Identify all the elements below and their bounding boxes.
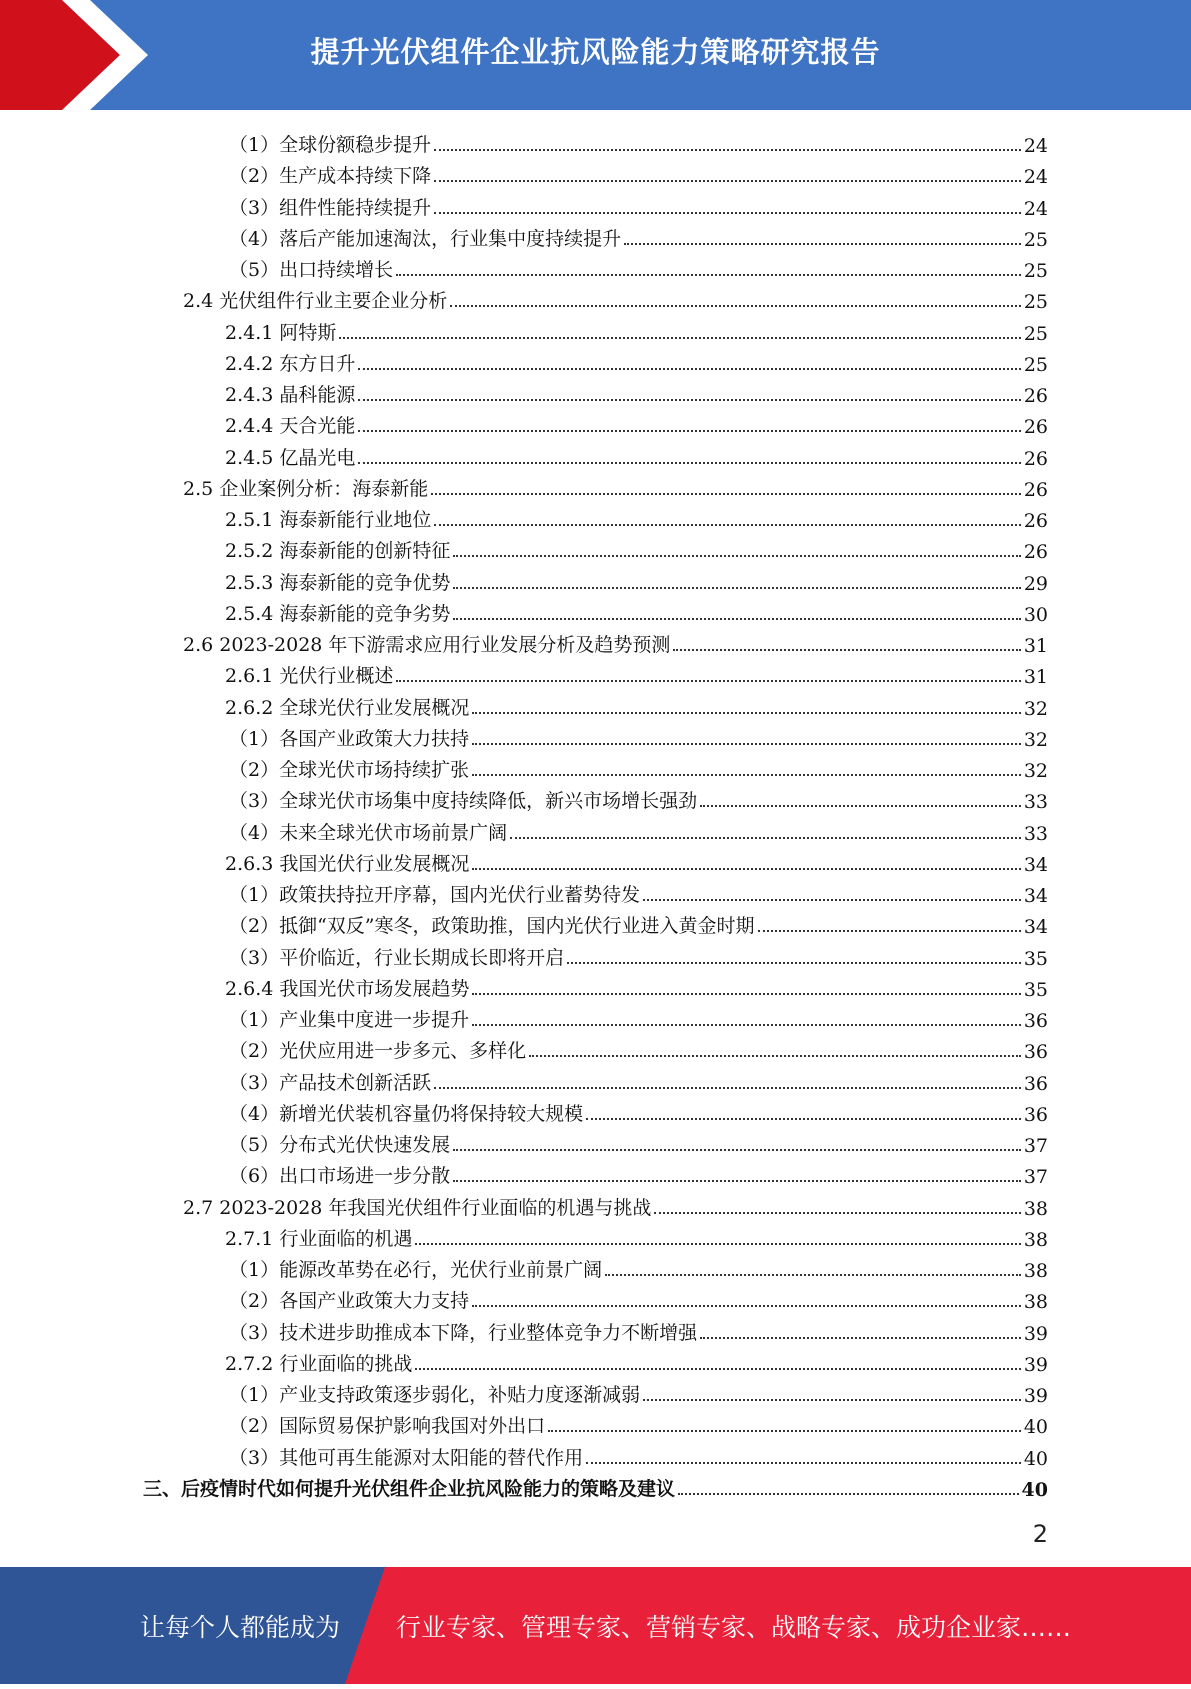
toc-leader-dots: [434, 149, 1021, 151]
toc-entry-title: （1）产业集中度进一步提升: [229, 1009, 470, 1031]
toc-leader-dots: [453, 1149, 1021, 1151]
toc-entry[interactable]: [229, 907, 1048, 938]
toc-leader-dots: [396, 680, 1020, 682]
toc-leader-dots: [434, 1087, 1021, 1089]
toc-entry-page: 34: [1023, 916, 1048, 939]
toc-entry-page: 39: [1023, 1385, 1048, 1407]
toc-entry-title: （5）出口持续增长: [229, 259, 394, 281]
toc-entry[interactable]: [225, 407, 1048, 438]
toc-entry-title: （4）新增光伏装机容量仍将保持较大规模: [229, 1102, 584, 1125]
toc-entry[interactable]: [225, 845, 1048, 876]
toc-entry[interactable]: [225, 501, 1048, 532]
toc-leader-dots: [358, 430, 1020, 432]
toc-entry[interactable]: [225, 657, 1048, 688]
toc-entry-page: 38: [1023, 1197, 1048, 1220]
toc-entry[interactable]: [229, 876, 1048, 907]
toc-entry-title: 2.5.2 海泰新能的创新特征: [225, 540, 451, 563]
toc-entry-title: （6）出口市场进一步分散: [229, 1165, 451, 1188]
toc-leader-dots: [586, 1462, 1021, 1464]
toc-entry-page: 25: [1023, 322, 1048, 345]
toc-entry-title: （1）各国产业政策大力扶持: [229, 727, 470, 750]
toc-entry[interactable]: [183, 282, 1048, 313]
toc-entry-title: （3）产品技术创新活跃: [229, 1071, 432, 1094]
toc-entry-title: （3）组件性能持续提升: [229, 196, 432, 219]
toc-leader-dots: [472, 1305, 1021, 1307]
toc-leader-dots: [586, 1118, 1021, 1120]
toc-leader-dots: [700, 805, 1021, 807]
toc-entry-page: 39: [1023, 1322, 1048, 1345]
toc-leader-dots: [453, 618, 1020, 620]
toc-entry-title: （3）平价临近，行业长期成长即将开启: [229, 946, 565, 969]
document-title: 提升光伏组件企业抗风险能力策略研究报告: [310, 35, 881, 69]
toc-entry-title: （1）能源改革势在必行，光伏行业前景广阔: [229, 1259, 603, 1281]
toc-entry-page: 40: [1023, 1416, 1048, 1439]
toc-entry-page: 29: [1023, 572, 1048, 595]
toc-entry[interactable]: [225, 345, 1048, 376]
toc-entry-page: 35: [1023, 978, 1048, 1001]
toc-entry-page: 35: [1023, 947, 1048, 970]
toc-entry[interactable]: [229, 1095, 1048, 1126]
toc-entry-page: 24: [1023, 166, 1048, 189]
toc-entry-title: （1）全球份额稳步提升: [229, 134, 432, 156]
toc-entry-title: （2）全球光伏市场持续扩张: [229, 759, 470, 781]
toc-entry[interactable]: [225, 1220, 1048, 1251]
toc-entry-title: 2.6.4 我国光伏市场发展趋势: [225, 977, 470, 1000]
toc-entry-page: 36: [1023, 1103, 1048, 1126]
toc-leader-dots: [434, 212, 1021, 214]
toc-entry[interactable]: [225, 439, 1048, 470]
toc-leader-dots: [673, 649, 1020, 651]
toc-entry-title: 2.7.1 行业面临的机遇: [225, 1227, 413, 1250]
toc-entry-page: 26: [1023, 416, 1048, 439]
toc-leader-dots: [453, 1180, 1021, 1182]
toc-leader-dots: [472, 774, 1021, 776]
toc-entry[interactable]: [225, 376, 1048, 407]
toc-entry[interactable]: [225, 970, 1048, 1001]
toc-entry[interactable]: [183, 470, 1048, 501]
toc-entry-title: （3）全球光伏市场集中度持续降低，新兴市场增长强劲: [229, 790, 698, 813]
toc-leader-dots: [758, 930, 1021, 932]
toc-leader-dots: [358, 399, 1020, 401]
toc-entry[interactable]: [229, 1439, 1048, 1470]
toc-leader-dots: [472, 743, 1021, 745]
toc-entry-page: 39: [1023, 1353, 1048, 1376]
toc-leader-dots: [678, 1493, 1019, 1495]
toc-entry-page: 37: [1023, 1135, 1048, 1157]
toc-entry-title: （2）抵御“双反”寒冬，政策助推，国内光伏行业进入黄金时期: [229, 915, 755, 938]
toc-entry-page: 31: [1023, 635, 1048, 657]
toc-entry-title: 2.6.2 全球光伏行业发展概况: [225, 696, 470, 719]
toc-leader-dots: [529, 1055, 1021, 1057]
toc-entry-page: 24: [1023, 197, 1048, 220]
toc-entry[interactable]: [229, 1314, 1048, 1345]
toc-leader-dots: [358, 462, 1020, 464]
toc-entry-page: 33: [1023, 822, 1048, 845]
toc-entry-page: 36: [1023, 1041, 1048, 1064]
toc-entry[interactable]: [225, 314, 1048, 345]
toc-entry[interactable]: [229, 1376, 1048, 1407]
toc-entry-page: 37: [1023, 1166, 1048, 1189]
toc-entry-page: 38: [1023, 1291, 1048, 1314]
toc-entry-title: （1）政策扶持拉开序幕，国内光伏行业蓄势待发: [229, 884, 641, 906]
toc-entry[interactable]: [229, 1251, 1048, 1282]
page-number: 2: [1032, 1520, 1048, 1548]
toc-entry-title: （2）国际贸易保护影响我国对外出口: [229, 1415, 546, 1438]
toc-entry-page: 24: [1023, 135, 1048, 157]
toc-leader-dots: [396, 274, 1021, 276]
toc-entry-page: 33: [1023, 791, 1048, 814]
toc-entry-page: 32: [1023, 760, 1048, 782]
toc-leader-dots: [358, 368, 1020, 370]
toc-entry-page: 36: [1023, 1072, 1048, 1095]
toc-leader-dots: [643, 899, 1021, 901]
toc-entry[interactable]: [229, 1126, 1048, 1157]
toc-entry[interactable]: [229, 126, 1048, 157]
toc-entry-title: （3）其他可再生能源对太阳能的替代作用: [229, 1446, 584, 1469]
toc-entry-page: 26: [1023, 447, 1048, 470]
toc-leader-dots: [472, 1024, 1021, 1026]
toc-entry-title: 2.4.4 天合光能: [225, 415, 356, 438]
toc-entry-title: 2.4.5 亿晶光电: [225, 446, 356, 469]
toc-entry[interactable]: [229, 1407, 1048, 1438]
toc-leader-dots: [453, 587, 1020, 589]
toc-entry[interactable]: [229, 189, 1048, 220]
toc-entry-title: 2.7.2 行业面临的挑战: [225, 1352, 413, 1375]
toc-leader-dots: [431, 493, 1021, 495]
toc-entry-page: 26: [1023, 510, 1048, 532]
toc-entry-page: 31: [1023, 666, 1048, 689]
toc-entry-title: 2.5.4 海泰新能的竞争劣势: [225, 602, 451, 625]
toc-entry[interactable]: [183, 1189, 1048, 1220]
toc-entry-title: （5）分布式光伏快速发展: [229, 1134, 451, 1156]
toc-entry-page: 25: [1023, 260, 1048, 282]
toc-entry-title: 2.4.3 晶科能源: [225, 384, 356, 406]
toc-entry[interactable]: [229, 220, 1048, 251]
toc-leader-dots: [624, 243, 1021, 245]
toc-entry-page: 38: [1023, 1228, 1048, 1251]
toc-entry[interactable]: [183, 626, 1048, 657]
toc-entry[interactable]: [229, 814, 1048, 845]
toc-leader-dots: [472, 993, 1020, 995]
toc-entry[interactable]: [229, 1282, 1048, 1313]
toc-leader-dots: [643, 1399, 1021, 1401]
page-header: [0, 0, 1191, 110]
toc-entry-page: 38: [1023, 1260, 1048, 1282]
toc-leader-dots: [548, 1430, 1021, 1432]
toc-entry[interactable]: [225, 532, 1048, 563]
toc-entry-title: （2）生产成本持续下降: [229, 165, 432, 188]
toc-entry-title: 2.4.2 东方日升: [225, 352, 356, 375]
toc-leader-dots: [415, 1243, 1020, 1245]
toc-leader-dots: [605, 1274, 1021, 1276]
toc-leader-dots: [434, 180, 1021, 182]
toc-entry-page: 36: [1023, 1010, 1048, 1032]
toc-entry[interactable]: [225, 689, 1048, 720]
toc-entry[interactable]: [225, 595, 1048, 626]
toc-leader-dots: [339, 337, 1020, 339]
toc-entry[interactable]: [229, 157, 1048, 188]
toc-entry-title: 2.6 2023-2028 年下游需求应用行业发展分析及趋势预测: [183, 634, 671, 656]
toc-leader-dots: [700, 1337, 1021, 1339]
toc-entry[interactable]: [143, 1470, 1048, 1501]
toc-entry-page: 32: [1023, 697, 1048, 720]
toc-entry-title: 2.5.3 海泰新能的竞争优势: [225, 571, 451, 594]
toc-leader-dots: [434, 524, 1020, 526]
toc-entry-page: 25: [1023, 228, 1048, 251]
toc-leader-dots: [450, 305, 1021, 307]
toc-entry[interactable]: [229, 1001, 1048, 1032]
toc-entry-title: 2.5.1 海泰新能行业地位: [225, 509, 432, 531]
toc-leader-dots: [472, 712, 1020, 714]
toc-entry-page: 26: [1023, 478, 1048, 501]
toc-entry-title: （4）未来全球光伏市场前景广阔: [229, 821, 508, 844]
toc-entry-title: 2.5 企业案例分析：海泰新能: [183, 477, 429, 500]
toc-entry-title: （2）各国产业政策大力支持: [229, 1290, 470, 1313]
toc-entry-title: （2）光伏应用进一步多元、多样化: [229, 1040, 527, 1063]
toc-entry[interactable]: [229, 751, 1048, 782]
toc-entry-title: 2.7 2023-2028 年我国光伏组件行业面临的机遇与挑战: [183, 1196, 652, 1219]
toc-entry-page: 26: [1023, 541, 1048, 564]
toc-entry-title: （1）产业支持政策逐步弱化，补贴力度逐渐减弱: [229, 1384, 641, 1406]
toc-leader-dots: [510, 837, 1021, 839]
toc-leader-dots: [453, 555, 1020, 557]
toc-entry-title: （4）落后产能加速淘汰，行业集中度持续提升: [229, 227, 622, 250]
toc-entry[interactable]: [229, 939, 1048, 970]
toc-entry-page: 40: [1023, 1447, 1048, 1470]
footer-slogan-right: 行业专家、管理专家、营销专家、战略专家、成功企业家……: [396, 1613, 1072, 1642]
toc-entry[interactable]: [229, 1064, 1048, 1095]
toc-entry-page: 34: [1023, 885, 1048, 907]
toc-entry[interactable]: [229, 720, 1048, 751]
toc-entry[interactable]: [225, 564, 1048, 595]
toc-entry-title: 三、后疫情时代如何提升光伏组件企业抗风险能力的策略及建议: [143, 1477, 676, 1500]
toc-entry-title: 2.6.1 光伏行业概述: [225, 665, 394, 688]
toc-leader-dots: [472, 868, 1020, 870]
toc-entry-title: （3）技术进步助推成本下降，行业整体竞争力不断增强: [229, 1321, 698, 1344]
toc-entry[interactable]: [229, 782, 1048, 813]
toc-entry-title: 2.4 光伏组件行业主要企业分析: [183, 290, 448, 313]
toc-entry-page: 26: [1023, 385, 1048, 407]
toc-entry-title: 2.6.3 我国光伏行业发展概况: [225, 852, 470, 875]
toc-entry-page: 40: [1021, 1478, 1048, 1501]
toc-leader-dots: [567, 962, 1021, 964]
page-footer: [0, 1567, 1191, 1684]
toc-entry-page: 25: [1023, 353, 1048, 376]
toc-entry[interactable]: [229, 1157, 1048, 1188]
toc-entry-title: 2.4.1 阿特斯: [225, 321, 337, 344]
toc-entry-page: 34: [1023, 853, 1048, 876]
toc-entry[interactable]: [225, 1345, 1048, 1376]
toc-entry-page: 30: [1023, 603, 1048, 626]
toc-entry-page: 32: [1023, 728, 1048, 751]
toc-entry[interactable]: [229, 251, 1048, 282]
footer-slogan-left: 让每个人都能成为: [140, 1613, 341, 1642]
toc-entry[interactable]: [229, 1032, 1048, 1063]
toc-leader-dots: [654, 1212, 1020, 1214]
toc-entry-page: 25: [1023, 291, 1048, 314]
toc-leader-dots: [415, 1368, 1020, 1370]
